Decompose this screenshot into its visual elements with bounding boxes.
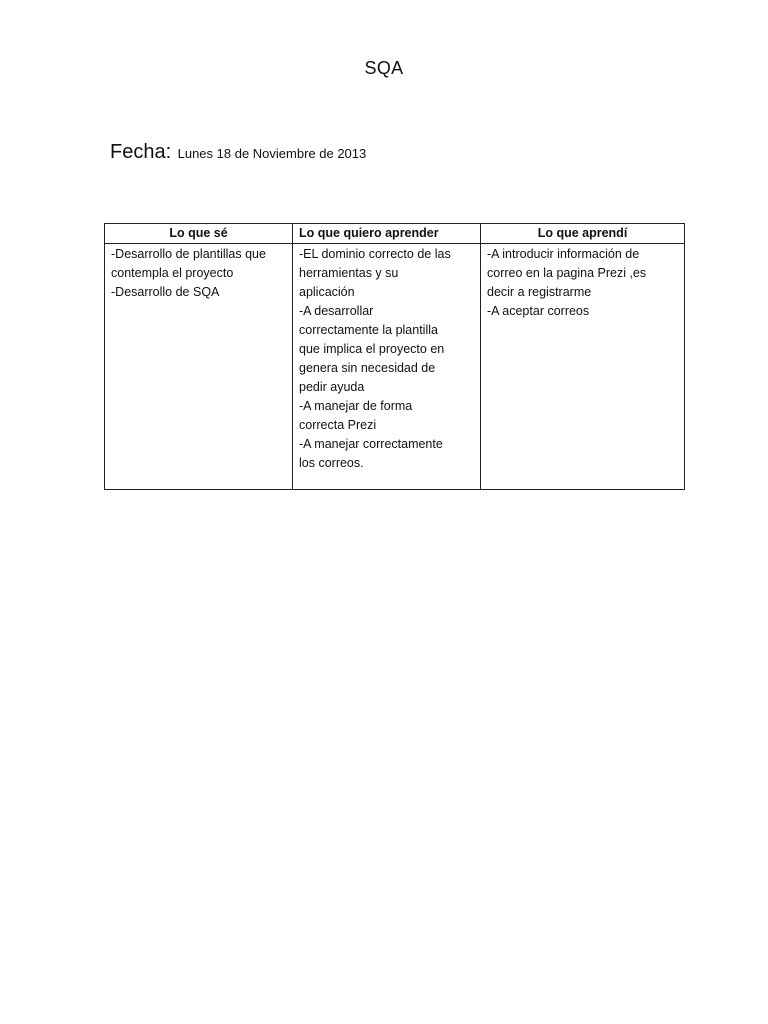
header-lo-que-quiero-aprender: Lo que quiero aprender [293, 224, 481, 244]
cell-text-line: correctamente la plantilla [299, 323, 438, 337]
cell-text-line: -Desarrollo de plantillas que [111, 247, 266, 261]
cell-text-line: -A manejar correctamente [299, 437, 443, 451]
cell-text-line: -A introducir información de [487, 247, 640, 261]
cell-text-line: genera sin necesidad de [299, 361, 436, 375]
cell-text-line: aplicación [299, 285, 355, 299]
cell-text-line: correo en la pagina Prezi ,es [487, 266, 647, 280]
date-label: Fecha: [110, 141, 172, 163]
cell-text-line: -A manejar de forma [299, 399, 413, 413]
cell-lo-que-se [105, 244, 293, 490]
cell-text-line: que implica el proyecto en [299, 342, 445, 356]
cell-text-line: decir a registrarme [487, 285, 592, 299]
date-value: Lunes 18 de Noviembre de 2013 [177, 146, 367, 161]
header-lo-que-aprendi: Lo que aprendí [481, 224, 685, 244]
sqa-table [104, 223, 685, 490]
cell-text-line: contempla el proyecto [111, 266, 234, 280]
cell-text-line: correcta Prezi [299, 418, 377, 432]
cell-text-line: -A desarrollar [299, 304, 374, 318]
cell-text-line: -EL dominio correcto de las [299, 247, 451, 261]
table-row [105, 244, 685, 490]
table-header-row [105, 224, 685, 244]
cell-text-line: pedir ayuda [299, 380, 365, 394]
header-lo-que-se: Lo que sé [105, 224, 293, 244]
cell-text-line: los correos. [299, 456, 364, 470]
cell-text-line: herramientas y su [299, 266, 399, 280]
cell-text-line: -A aceptar correos [487, 304, 590, 318]
cell-lo-que-aprendi [481, 244, 685, 490]
cell-text-line: -Desarrollo de SQA [111, 285, 220, 299]
date-line [110, 141, 366, 164]
document-title: SQA [364, 58, 404, 78]
cell-lo-que-quiero-aprender [293, 244, 481, 490]
